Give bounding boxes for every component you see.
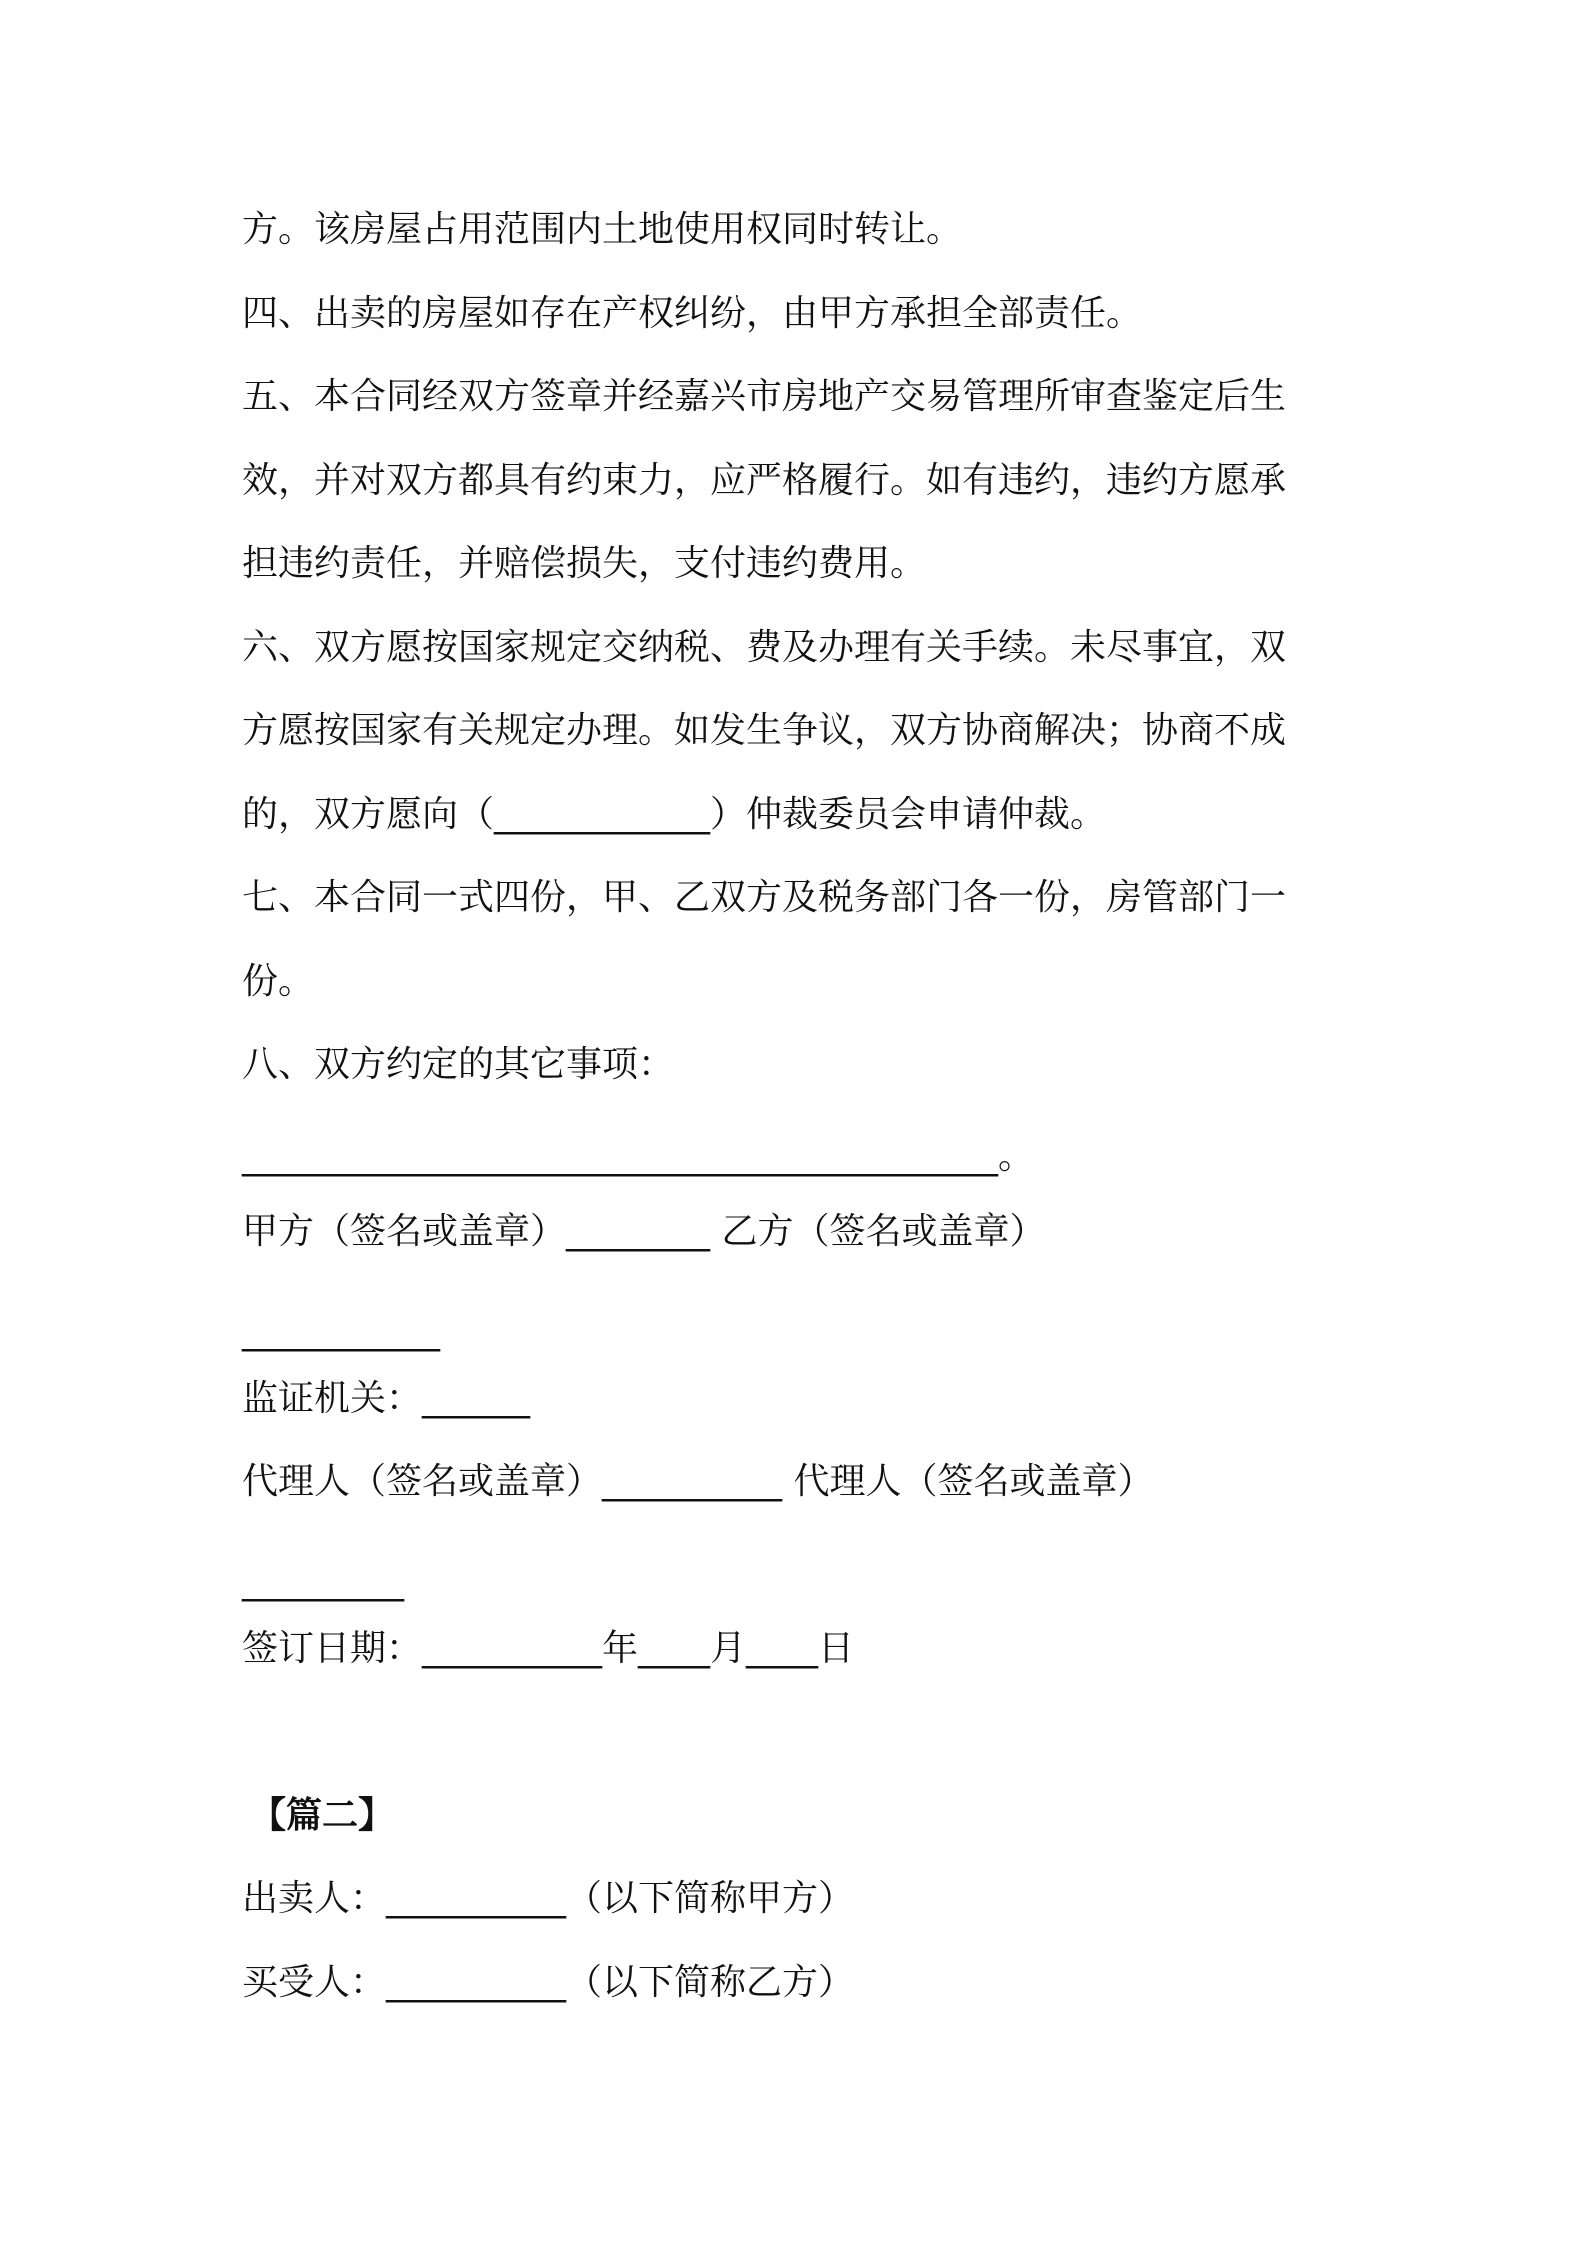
text-line: 四、出卖的房屋如存在产权纠纷，由甲方承担全部责任。 bbox=[242, 293, 1143, 334]
text-line: 出卖人：__________（以下简称甲方） bbox=[242, 1878, 855, 1919]
blank-line: __________________________________________。 bbox=[242, 1136, 1034, 1177]
text-line: 五、本合同经双方签章并经嘉兴市房地产交易管理所审查鉴定后生 bbox=[242, 376, 1287, 417]
text-line: 的，双方愿向（____________）仲裁委员会申请仲裁。 bbox=[242, 794, 1107, 835]
signature-line: 代理人（签名或盖章）__________ 代理人（签名或盖章） bbox=[242, 1461, 1154, 1502]
text-line: 效，并对双方都具有约束力，应严格履行。如有违约，违约方愿承 bbox=[242, 460, 1287, 501]
text-line: 方。该房屋占用范围内土地使用权同时转让。 bbox=[242, 209, 963, 250]
blank-line: ___________ bbox=[242, 1311, 440, 1352]
text-line: 监证机关：______ bbox=[242, 1378, 531, 1419]
text-line: 六、双方愿按国家规定交纳税、费及办理有关手续。未尽事宜，双 bbox=[242, 627, 1287, 668]
text-line: 方愿按国家有关规定办理。如发生争议，双方协商解决；协商不成 bbox=[242, 710, 1287, 751]
blank-line: _________ bbox=[242, 1561, 404, 1602]
text-line: 担违约责任，并赔偿损失，支付违约费用。 bbox=[242, 543, 927, 584]
signature-line: 甲方（签名或盖章）________ 乙方（签名或盖章） bbox=[242, 1211, 1046, 1252]
text-line: 八、双方约定的其它事项： bbox=[242, 1044, 675, 1085]
text-line: 七、本合同一式四份，甲、乙双方及税务部门各一份，房管部门一 bbox=[242, 877, 1287, 918]
date-line: 签订日期：__________年____月____日 bbox=[242, 1628, 855, 1669]
text-line: 份。 bbox=[242, 961, 315, 1002]
section-heading: 【篇二】 bbox=[250, 1795, 395, 1836]
text-line: 买受人：__________（以下简称乙方） bbox=[242, 1962, 855, 2003]
